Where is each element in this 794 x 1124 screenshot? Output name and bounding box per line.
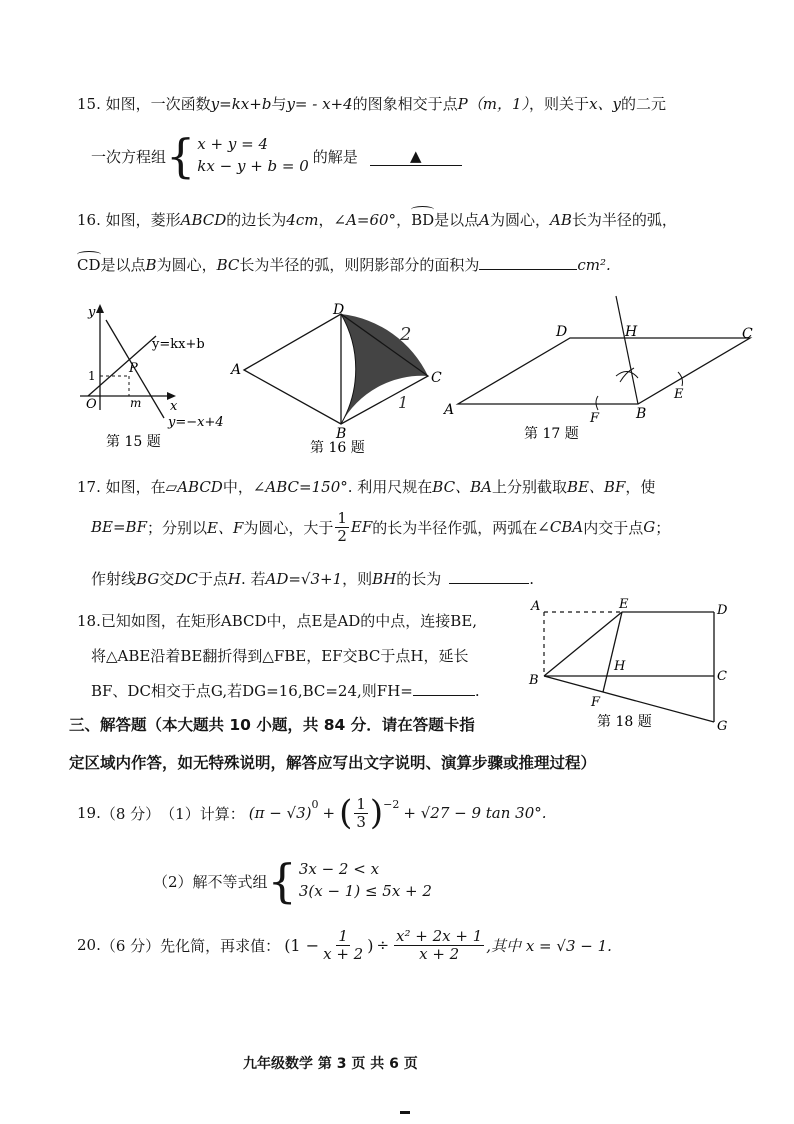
q15-equation-system bbox=[166, 129, 309, 183]
construction-arc-f bbox=[596, 396, 598, 410]
q17-text: 交 bbox=[159, 570, 175, 588]
q17-text: . 利用尺规在 bbox=[347, 478, 433, 496]
paren-left-icon: ( bbox=[339, 793, 353, 833]
q16-text: 是以点 bbox=[100, 256, 146, 274]
q17-text: 为圆心，大于 bbox=[243, 518, 334, 537]
q16-text: ， bbox=[396, 211, 412, 229]
q17-text: 的长为 bbox=[396, 570, 442, 588]
fraction-numerator: 1 bbox=[338, 927, 348, 945]
arc-mark-icon bbox=[77, 251, 101, 258]
q16-angle: ∠A=60° bbox=[333, 211, 397, 229]
q16-text: 为圆心， bbox=[490, 211, 551, 229]
q16-text: 长为半径的弧，则阴影部分的面积为 bbox=[239, 256, 480, 274]
q17-text: 如图，在 bbox=[105, 478, 166, 496]
q17-text: 内交于点 bbox=[583, 518, 644, 537]
q17-sides: BC、BA bbox=[432, 478, 492, 496]
q16-text: 的边长为 bbox=[226, 211, 287, 229]
fraction-numerator: x² + 2x + 1 bbox=[396, 927, 483, 945]
q17-text: ，使 bbox=[625, 478, 656, 496]
q16-line1 bbox=[77, 209, 677, 230]
q17-parallelogram: ▱ABCD bbox=[165, 478, 223, 496]
q17-ef2: EF bbox=[350, 518, 373, 536]
figure-16-caption: 第 16 题 bbox=[310, 440, 365, 456]
q19-inequality-row: 3(x − 1) ≤ 5x + 2 bbox=[298, 882, 432, 900]
segment-be bbox=[544, 612, 622, 676]
q17-text: ，则 bbox=[342, 570, 373, 588]
figure-17-caption: 第 17 题 bbox=[524, 426, 579, 442]
q18-line1 bbox=[77, 610, 477, 631]
label-m: m bbox=[130, 396, 142, 410]
y-axis-arrow-icon bbox=[96, 304, 104, 313]
q15-text: 的解是 bbox=[312, 147, 358, 166]
q18-text: BF、DC相交于点G,若DG=16,BC=24,则FH= bbox=[91, 682, 413, 700]
q15-text: 的图象相交于点 bbox=[352, 95, 458, 113]
q16-text: 如图，菱形 bbox=[105, 211, 181, 229]
q17-angle-cba: ∠CBA bbox=[537, 518, 584, 536]
q20-fraction-2 bbox=[394, 928, 484, 962]
label-y: y bbox=[88, 305, 96, 320]
q19-term-pi-minus-root3: (π − √3) bbox=[248, 804, 312, 822]
q16-unit: cm². bbox=[577, 256, 611, 274]
q16-point-b: B bbox=[145, 256, 157, 274]
q17-bg: BG bbox=[136, 570, 160, 588]
q17-bh: BH bbox=[372, 570, 397, 588]
label-f: F bbox=[591, 695, 601, 710]
fraction-denominator: 2 bbox=[337, 526, 347, 545]
label-one: 1 bbox=[88, 369, 96, 383]
q17-angle: ∠ABC=150° bbox=[252, 478, 348, 496]
paren-right-icon: ) bbox=[369, 793, 384, 833]
label-a: A bbox=[444, 402, 455, 418]
brace-icon: { bbox=[267, 854, 297, 908]
triangle-icon: ▲ bbox=[410, 146, 422, 165]
brace-icon: { bbox=[166, 129, 196, 183]
label-b: B bbox=[529, 673, 539, 688]
figure-17 bbox=[440, 290, 765, 450]
section-3-heading-line1: 三、解答题（本大题共 10 小题，共 84 分．请在答题卡指 bbox=[69, 716, 475, 734]
q17-number: 17. bbox=[77, 478, 101, 496]
q19-score: （8 分） bbox=[100, 804, 161, 823]
q16-arc-cd bbox=[77, 256, 101, 274]
page-footer: 九年级数学 第 3 页 共 6 页 bbox=[243, 1056, 418, 1072]
q17-ad: AD=√3+1 bbox=[265, 570, 343, 588]
figure-16 bbox=[228, 300, 453, 460]
q15-text: 如图，一次函数 bbox=[105, 95, 211, 113]
q17-point-g: G bbox=[643, 518, 656, 536]
q18-answer-blank[interactable] bbox=[413, 695, 475, 696]
label-h: H bbox=[614, 659, 626, 674]
q20-number: 20. bbox=[77, 936, 101, 954]
q15-eq2: y= - x+4 bbox=[286, 95, 353, 113]
label-a: A bbox=[531, 599, 541, 614]
label-b: B bbox=[336, 426, 347, 442]
q20-divide: ÷ bbox=[376, 936, 390, 954]
q15-system-row: kx − y + b = 0 bbox=[197, 157, 309, 175]
q20-tail: ,其中 x = √3 − 1. bbox=[486, 936, 612, 955]
label-o: O bbox=[86, 397, 97, 412]
q16-abcd: ABCD bbox=[180, 211, 227, 229]
label-h: H bbox=[625, 324, 638, 340]
q19-part1 bbox=[77, 793, 547, 833]
q16-text: 长为半径的弧， bbox=[571, 211, 677, 229]
q15-text: 一次方程组 bbox=[91, 147, 167, 166]
parallelogram bbox=[458, 338, 750, 404]
figure-15 bbox=[76, 300, 246, 450]
q17-end: . bbox=[529, 570, 535, 588]
q17-ef: E、F bbox=[207, 518, 244, 537]
q19-exponent-zero: 0 bbox=[311, 798, 319, 811]
q16-number: 16. bbox=[77, 211, 101, 229]
q15-answer-blank[interactable] bbox=[370, 147, 462, 166]
q18-end: . bbox=[474, 682, 480, 700]
fraction-numerator: 1 bbox=[356, 795, 366, 813]
q19-number: 19. bbox=[77, 804, 101, 822]
q16-text: 为圆心， bbox=[156, 256, 217, 274]
q15-vars: x、y bbox=[589, 95, 621, 113]
q16-answer-blank[interactable] bbox=[479, 269, 577, 270]
q17-text: 于点 bbox=[197, 570, 228, 588]
q19-plus: + bbox=[322, 804, 336, 822]
q19-part2 bbox=[153, 854, 432, 908]
q20-line bbox=[77, 928, 612, 962]
q17-text: 中， bbox=[222, 478, 253, 496]
q16-point-a: A bbox=[479, 211, 490, 229]
q15-point: P（m，1） bbox=[457, 95, 530, 113]
figure-15-caption: 第 15 题 bbox=[106, 434, 161, 450]
fraction-numerator: 1 bbox=[337, 509, 347, 527]
q20-left-close: ) bbox=[367, 935, 374, 955]
q17-text: 的长为半径作弧，两弧在 bbox=[372, 518, 538, 537]
q17-text: ； bbox=[655, 518, 671, 537]
q15-number: 15. bbox=[77, 95, 101, 113]
q15-eq1: y=kx+b bbox=[210, 95, 272, 113]
q18-line2 bbox=[91, 645, 468, 666]
q16-arc-bd bbox=[411, 211, 434, 229]
q16-ab: AB bbox=[550, 211, 572, 229]
label-g: G bbox=[717, 719, 728, 734]
figure-18 bbox=[525, 596, 735, 736]
label-f: F bbox=[590, 411, 600, 426]
shaded-region bbox=[341, 314, 428, 424]
ray-bg bbox=[616, 296, 638, 404]
q20-left-open: (1 − bbox=[284, 935, 320, 955]
q16-length: 4cm bbox=[286, 211, 319, 229]
q15-text: 与 bbox=[271, 95, 287, 113]
q17-text: . 若 bbox=[240, 570, 266, 588]
q18-text: 已知如图，在矩形ABCD中，点E是AD的中点，连接BE, bbox=[100, 612, 478, 630]
q15-system-row: x + y = 4 bbox=[197, 135, 268, 154]
q16-text: 是以点 bbox=[434, 211, 480, 229]
label-a: A bbox=[231, 362, 242, 378]
q17-cuts: BE、BF bbox=[566, 478, 626, 496]
q17-be-bf: BE=BF bbox=[91, 518, 147, 536]
q18-number: 18. bbox=[77, 612, 101, 630]
fraction-denominator: x + 2 bbox=[323, 944, 364, 963]
q15-text: 的二元 bbox=[621, 95, 667, 113]
section-3-heading-line2: 定区域内作答，如无特殊说明，解答应写出文字说明、演算步骤或推理过程） bbox=[69, 754, 597, 772]
q17-line1 bbox=[77, 476, 655, 497]
fraction-denominator: 3 bbox=[356, 812, 366, 831]
q19-exponent-neg2: −2 bbox=[383, 798, 400, 811]
q17-line3 bbox=[91, 568, 534, 589]
q19-term-rest: + √27 − 9 tan 30°. bbox=[403, 804, 547, 822]
handwritten-note-1: 1 bbox=[398, 393, 409, 412]
q15-text: ，则关于 bbox=[529, 95, 590, 113]
label-x: x bbox=[170, 399, 178, 414]
q19-inequality-row: 3x − 2 < x bbox=[298, 860, 380, 879]
page-tick-mark bbox=[400, 1111, 410, 1114]
q15-line1 bbox=[77, 93, 666, 114]
label-line1: y=kx+b bbox=[152, 337, 205, 352]
q18-line3 bbox=[91, 680, 480, 701]
q20-text: 先化简，再求值： bbox=[160, 936, 281, 955]
figure-18-caption: 第 18 题 bbox=[597, 714, 652, 730]
label-p: P bbox=[129, 361, 138, 376]
label-d: D bbox=[333, 302, 345, 318]
q16-arc-cd-label: CD bbox=[77, 256, 101, 274]
q20-fraction-1 bbox=[321, 928, 365, 962]
label-b: B bbox=[636, 406, 647, 422]
q17-fraction-half bbox=[335, 510, 349, 544]
q16-bc: BC bbox=[216, 256, 240, 274]
q19-fraction-one-third bbox=[354, 796, 368, 830]
q19-part1-label: （1）计算： bbox=[160, 804, 245, 823]
segment-ef bbox=[603, 612, 622, 692]
q15-line2 bbox=[91, 129, 462, 183]
q16-text: ， bbox=[318, 211, 334, 229]
q17-line2 bbox=[91, 510, 670, 544]
label-c: C bbox=[742, 326, 753, 342]
q19-inequality-system bbox=[267, 854, 432, 908]
label-d: D bbox=[717, 603, 728, 618]
q19-part2-label: （2）解不等式组 bbox=[153, 872, 268, 891]
q17-point-h: H bbox=[227, 570, 241, 588]
q17-text: ；分别以 bbox=[146, 518, 207, 537]
handwritten-note-2: 2 bbox=[400, 324, 412, 345]
label-c: C bbox=[431, 370, 442, 386]
label-d: D bbox=[556, 324, 568, 340]
arc-mark-icon bbox=[411, 206, 434, 213]
q17-answer-blank[interactable] bbox=[449, 583, 529, 584]
label-line2: y=−x+4 bbox=[168, 415, 224, 430]
q17-dc: DC bbox=[174, 570, 198, 588]
label-e: E bbox=[674, 387, 684, 402]
q17-text: 作射线 bbox=[91, 570, 137, 588]
fraction-denominator: x + 2 bbox=[419, 944, 460, 963]
q16-arc-bd-label: BD bbox=[411, 211, 435, 229]
q18-text: 将△ABE沿着BE翻折得到△FBE，EF交BC于点H，延长 bbox=[91, 647, 469, 665]
label-c: C bbox=[717, 669, 727, 684]
q17-text: 上分别截取 bbox=[491, 478, 567, 496]
q20-score: （6 分） bbox=[100, 936, 161, 955]
label-e: E bbox=[619, 597, 629, 612]
q16-line2 bbox=[77, 254, 611, 275]
